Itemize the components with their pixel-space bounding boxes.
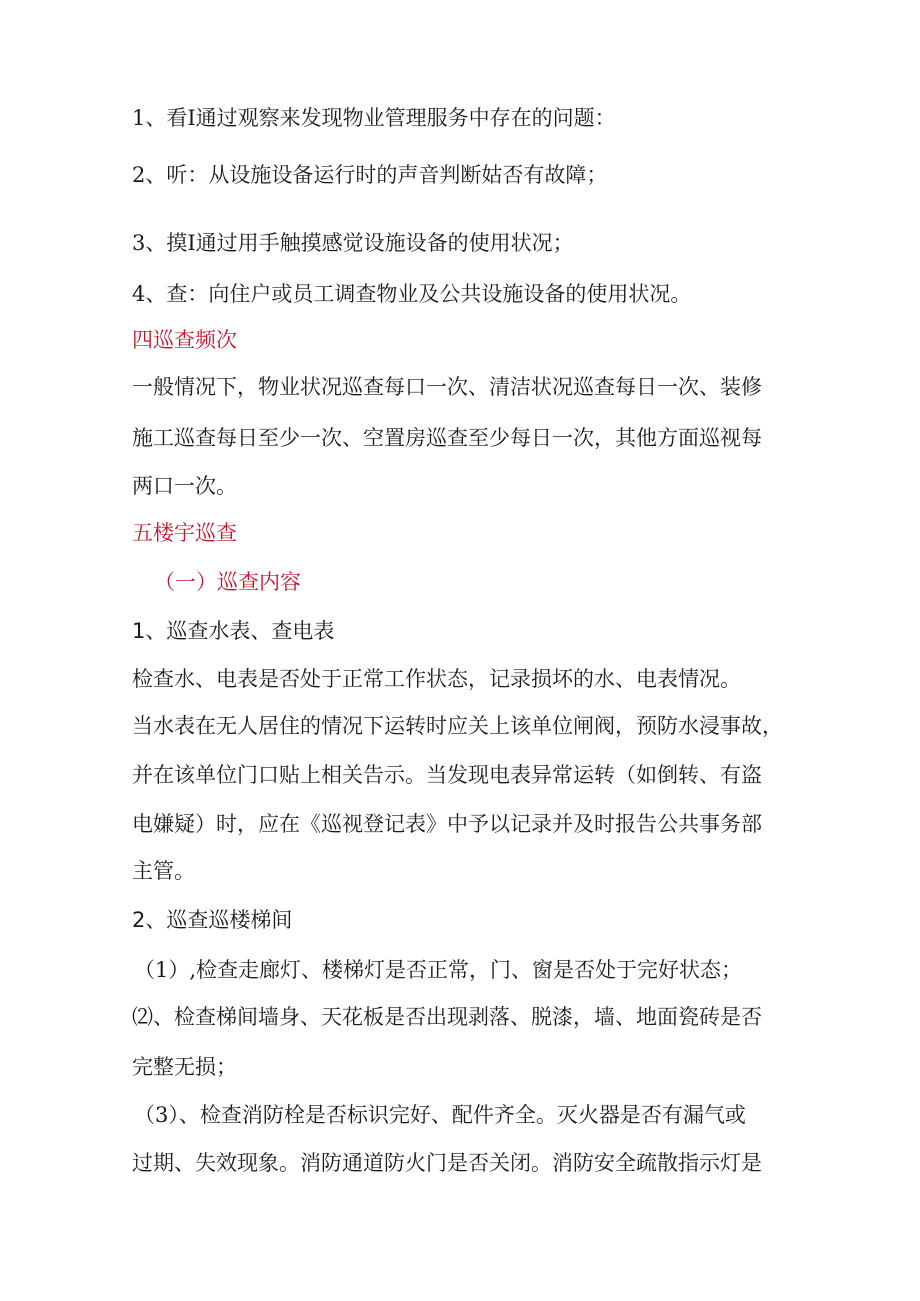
paragraph-line: 施工巡查每日至少一次、空置房巡查至少每日一次，其他方面巡视每 [132, 426, 762, 450]
paragraph-line: 两口一次。 [132, 474, 237, 498]
list-item-check: 4、查：向住户或员工调查物业及公共设施设备的使用状况。 [132, 282, 692, 306]
paragraph-line: 当水表在无人居住的情况下运转时应关上该单位闸阀，预防水浸事故， [132, 714, 783, 738]
subsection-heading-content: （一）巡查内容 [154, 570, 301, 594]
paragraph-line: 主管。 [132, 859, 195, 883]
section-heading-frequency: 四巡查频次 [132, 328, 237, 352]
paragraph-line: 完整无损； [132, 1055, 237, 1079]
item-heading-meters: 1、巡查水表、查电表 [132, 619, 335, 643]
paragraph-line: 电嫌疑）时，应在《巡视登记表》中予以记录并及时报告公共事务部 [132, 812, 762, 836]
paragraph-line: 并在该单位门口贴上相关告示。当发现电表异常运转（如倒转、有盗 [132, 763, 762, 787]
paragraph-line: ⑵、检查梯间墙身、天花板是否出现剥落、脱漆，墙、地面瓷砖是否 [132, 1005, 762, 1029]
paragraph-line: 检查水、电表是否处于正常工作状态，记录损坏的水、电表情况。 [132, 667, 741, 691]
section-heading-building-patrol: 五楼宇巡查 [132, 521, 237, 545]
paragraph-line: 一般情况下，物业状况巡查每口一次、清洁状况巡查每日一次、装修 [132, 375, 762, 399]
list-item-touch: 3、摸I通过用手触摸感觉设施设备的使用状况； [132, 231, 574, 255]
item-heading-stairwell: 2、巡查巡楼梯间 [132, 908, 293, 932]
list-item-listen: 2、听：从设施设备运行时的声音判断姑否有故障； [132, 163, 608, 187]
paragraph-line: （1）,检查走廊灯、楼梯灯是否正常，门、窗是否处于完好状态； [134, 958, 743, 982]
paragraph-line: （3）、检查消防栓是否标识完好、配件齐全。灭火器是否有漏气或 [134, 1103, 746, 1127]
list-item-look: 1、看I通过观察来发现物业管理服务中存在的问题： [132, 106, 616, 130]
paragraph-line: 过期、失效现象。消防通道防火门是否关闭。消防安全疏散指示灯是 [132, 1151, 762, 1175]
